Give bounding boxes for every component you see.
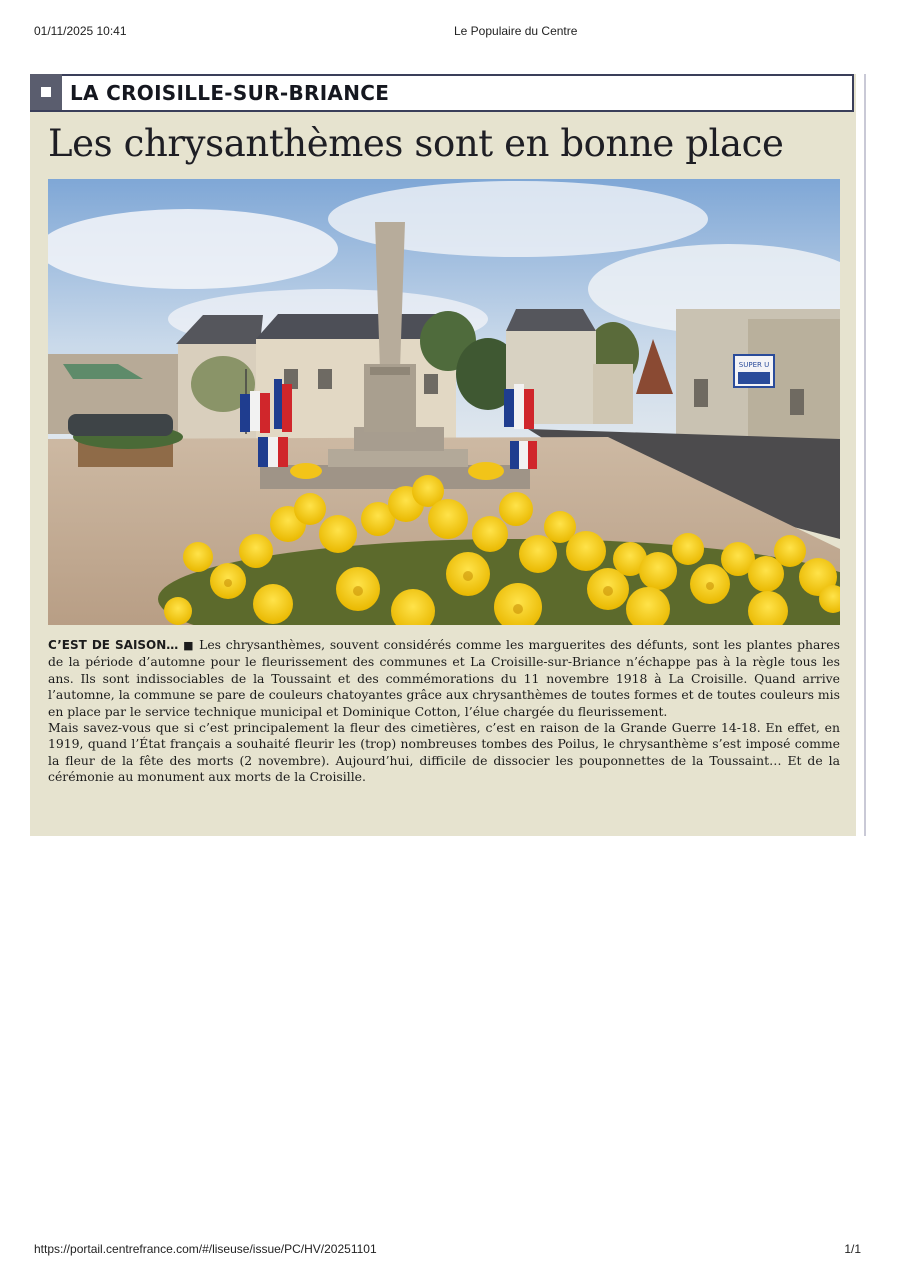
article-photo [48,179,840,625]
print-site-name: Le Populaire du Centre [454,24,578,38]
article-kicker: C’EST DE SAISON… [48,638,179,652]
print-header [34,24,865,40]
print-page-count: 1/1 [844,1242,861,1256]
section-square-icon [30,74,62,110]
photo-sign-text: SUPER U [738,361,770,369]
newspaper-article [30,74,856,836]
bullet-icon: ■ [183,639,195,652]
article-headline: Les chrysanthèmes sont en bonne place [48,122,784,165]
print-datetime: 01/11/2025 10:41 [34,24,127,38]
section-tag-bar [30,74,854,112]
page-edge-rule [864,74,866,836]
paragraph-1-text: Les chrysanthèmes, souvent considérés comme les marguerites des défunts, sont les plantes phares de la période d’automne pour le fleurissement des communes et La Croisille-sur-Briance n’échappe pas à la règle tous les ans. Ils sont indissociables de la Toussaint et des commémorations du 11 novembre 1918 à La Croisille. Quand arrive l’automne, la commune se pare de couleurs chatoyantes grâce aux chrysanthèmes de toutes formes et de toutes couleurs mis en place par le service technique municipal et Dominique Cotton, l’élue chargée du fleurissement. [48,637,840,719]
section-tag: LA CROISILLE-SUR-BRIANCE [70,81,390,105]
print-footer [34,1242,865,1258]
article-paragraph-2: Mais savez-vous que si c’est principalement la fleur des cimetières, c’est en raison de la Grande Guerre 14-18. En effet, en 1919, quand l’État français a souhaité fleurir les (trop) nombreuses tombes des Poilus, le chrysanthème s’est imposé comme la fleur de la fête des morts (2 novembre). Aujourd’hui, difficile de dissocier les pouponnettes de la Toussaint… Et de la cérémonie au monument aux morts de la Croisille. [48,720,840,785]
article-body [48,637,840,786]
print-url: https://portail.centrefrance.com/#/liseuse/issue/PC/HV/20251101 [34,1242,377,1256]
article-paragraph-1 [48,637,840,720]
